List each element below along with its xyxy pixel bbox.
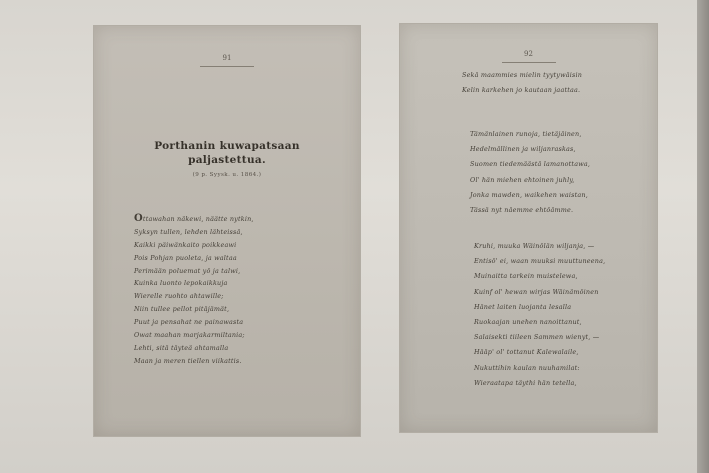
verse-line: Hänet laiten luojanta lesalla: [474, 302, 572, 311]
verse-line: Tämänlainen runoja, tietäjäinen,: [470, 130, 582, 138]
verse-line: Perimään poluemat yö ja talwi,: [134, 266, 241, 275]
verse-line: Pois Pohjan puoleta, ja waltaa: [134, 253, 237, 262]
right-stanza-3: [474, 239, 605, 391]
verse-line: Jonka mawden, waikehen waistan,: [470, 190, 588, 199]
right-stanza-2: [470, 127, 590, 218]
right-header-rule: [502, 62, 556, 63]
verse-line: Niin tullee pellot pitäjämät,: [134, 305, 230, 314]
verse-line: Ruokaajan unehen nanoittanut,: [474, 317, 582, 326]
verse-line: Salaisekti tiileen Sammen wienyt, —: [474, 333, 600, 342]
verse-line: Kruhi, muuka Wäinölän wiljanja, —: [474, 242, 595, 250]
verse-line: Maan ja meren tiellen viikattis.: [134, 356, 242, 365]
verse-line: Syksyn tullen, lehden lähteissä,: [134, 227, 243, 236]
verse-line: Sekä maammies mielin tyytywäisin: [462, 71, 583, 79]
poem-title-line2: paljastettua.: [188, 154, 266, 166]
verse-line: Suomen tiedemäästä lamanottawa,: [470, 160, 591, 169]
verse-line: Wieraatapa täythi hän tetella,: [474, 378, 577, 387]
drop-cap: O: [134, 213, 143, 224]
verse-line: Nukuttihin kaulan nuuhamilat:: [474, 363, 580, 372]
verse-line: Kuinka luonto lepokaikkuja: [134, 279, 228, 288]
verse-line: [134, 213, 254, 226]
left-page: [94, 26, 360, 436]
left-verse-block: [134, 213, 254, 368]
verse-line: Owat maahan marjakarmiltania;: [134, 331, 245, 340]
verse-line: Tässä nyt näemme ehtöämme.: [470, 205, 574, 214]
verse-line: Puut ja pensahat ne painawasta: [134, 318, 244, 327]
verse-line: Kuinf ol' hewan wirjas Wäinämöinen: [474, 287, 599, 296]
poem-subtitle: (9 p. Syysk. u. 1864.): [192, 172, 262, 178]
right-page-number: 92: [524, 50, 533, 58]
right-page: [400, 24, 657, 432]
verse-line: Hedelmällinen ja wiljanraskas,: [470, 145, 576, 154]
verse-line: Kaikki päiwänkaito poikkeawi: [134, 240, 237, 249]
verse-line: Wierelle ruohto ahtawille;: [134, 292, 224, 301]
verse-line: Entisö' ei, waan muuksi muuttuneena,: [474, 257, 606, 266]
verse-line: Lehti, sitä täyteä ahtamalla: [134, 343, 229, 352]
left-page-number: 91: [222, 54, 232, 62]
verse-line: Ol' hän miehen ehtoinen juhly,: [470, 175, 575, 184]
verse-line-text: ttawahan näkewi, näätte nytkin,: [142, 215, 254, 223]
left-header-rule: [200, 66, 254, 67]
verse-line: Kelin karkehen jo kautaan jaattaa.: [462, 86, 581, 95]
verse-line: Muinaitta tarkein muistelewa,: [474, 272, 578, 281]
poem-title-line1: Porthanin kuwapatsaan: [154, 140, 300, 152]
frame-edge: [697, 0, 709, 473]
verse-line: Hääp' ol' tottanut Kalewalaile,: [474, 348, 579, 357]
right-stanza-1: [462, 68, 582, 98]
